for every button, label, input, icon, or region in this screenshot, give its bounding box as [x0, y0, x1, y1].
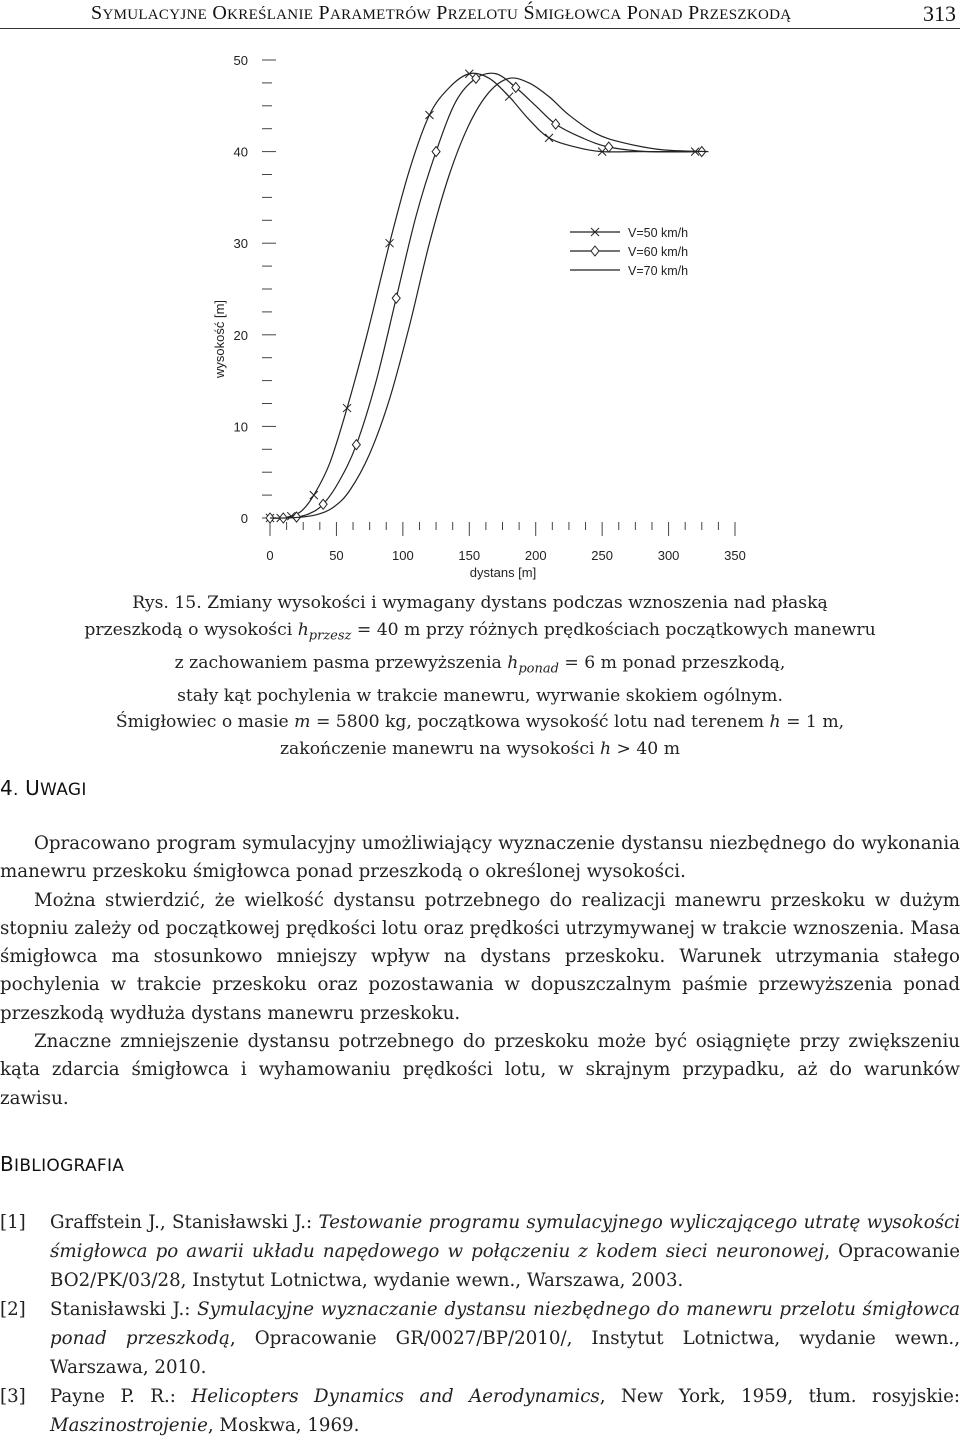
series-line: [270, 78, 708, 518]
x-tick-label: 100: [392, 548, 414, 563]
bibliography-number: [1]: [0, 1212, 26, 1233]
y-axis-label: wysokość [m]: [212, 299, 227, 379]
series-path: [270, 73, 702, 518]
caption-line: przeszkodą o wysokości $h_{przesz} = 40$ m przy różnych prędkościach początkowych manewru: [84, 619, 876, 644]
bibliography-number: [2]: [0, 1299, 26, 1320]
series-path: [270, 78, 708, 518]
y-tick-label: 50: [233, 53, 248, 68]
legend-label: V=70 km/h: [628, 264, 689, 278]
running-header: [0, 0, 960, 29]
caption-line: Śmigłowiec o masie m = 5800 kg, początkowa wysokość lotu nad terenem h = 1 m,: [115, 712, 845, 733]
caption-line: z zachowaniem pasma przewyższenia $h_{ponad} = 6$ m ponad przeszkodą,: [174, 652, 786, 677]
bibliography-item: [1] Graffstein J., Stanisławski J.: Testowanie programu symulacyjnego wyliczającego utratę wysokości śmigłowca po awarii układu napędowego w połączeniu z kodem sieci neuronowej, Opracowanie BO2/PK/03/28, Instytut Lotnictwa, wydanie wewn., Warszawa, 2003.: [0, 1208, 960, 1295]
diamond-marker: [432, 147, 440, 157]
diamond-marker: [512, 82, 520, 92]
diamond-marker: [605, 142, 613, 152]
x-tick-label: 250: [591, 548, 613, 563]
diamond-marker: [591, 246, 599, 256]
x-marker: [310, 491, 318, 499]
y-tick-label: 30: [233, 236, 248, 252]
x-tick-label: 300: [657, 548, 680, 563]
series-path: [270, 73, 695, 518]
caption-line: Rys. 15. Zmiany wysokości i wymagany dystans podczas wznoszenia nad płaską: [132, 593, 828, 613]
diamond-marker: [472, 73, 480, 83]
x-marker: [386, 239, 394, 247]
x-marker: [545, 134, 553, 142]
x-tick-label: 350: [724, 548, 746, 563]
diamond-marker: [352, 440, 360, 450]
bibliography-heading: BIBLIOGRAFIA: [0, 1152, 125, 1176]
paragraph: Znaczne zmniejszenie dystansu potrzebnego do przeskoku może być osiągnięte przy zwiększeniu kąta zdarcia śmigłowca i wyhamowaniu prędkości lotu, w skrajnym przypadku, aż do warunków zawisu.: [0, 1031, 960, 1109]
chart-series: [266, 70, 708, 523]
bibliography-list: [0, 1208, 960, 1440]
bibliography-number: [3]: [0, 1386, 26, 1407]
paragraph: Opracowano program symulacyjny umożliwiający wyznaczenie dystansu niezbędnego do wykonania manewru przeskoku śmigłowca ponad przeszkodą o określonej wysokości.: [0, 833, 960, 883]
bibliography-item: [3] Payne P. R.: Helicopters Dynamics and Aerodynamics, New York, 1959, tłum. rosyjskie: Maszinostrojenie, Moskwa, 1969.: [0, 1382, 960, 1440]
x-marker: [505, 93, 513, 101]
caption-line: stały kąt pochylenia w trakcie manewru, wyrwanie skokiem ogólnym.: [177, 685, 783, 706]
chart-axes: [234, 53, 746, 563]
paragraph: Można stwierdzić, że wielkość dystansu potrzebnego do realizacji manewru przeskoku w dużym stopniu zależy od początkowej prędkości lotu oraz prędkości utrzymywanej w trakcie wznoszenia. Masa śmigłowca ma stosunkowo mniejszy wpływ na dystans przeskoku. Warunek utrzymania stałego pochylenia w trakcie przeskoku oraz pozostawania w dopuszczalnym paśmie przewyższenia ponad przeszkodą wydłuża dystans manewru przeskoku.: [0, 889, 960, 1024]
bibliography-item: [2] Stanisławski J.: Symulacyjne wyznaczanie dystansu niezbędnego do manewru przelotu śmigłowca ponad przeszkodą, Opracowanie GR/0027/BP/2010/, Instytut Lotnictwa, wydanie wewn., Warszawa, 2010.: [0, 1295, 960, 1382]
x-tick-label: 150: [458, 548, 481, 563]
x-marker: [343, 404, 351, 412]
x-tick-label: 0: [266, 548, 274, 563]
y-tick-label: 40: [233, 144, 248, 160]
x-axis-label: dystans [m]: [469, 565, 537, 580]
x-marker: [425, 111, 433, 119]
x-tick-label: 200: [524, 548, 547, 563]
section-heading: 4. UWAGI: [0, 776, 87, 800]
diamond-marker: [552, 119, 560, 129]
y-tick-label: 10: [233, 419, 248, 435]
section-body: [0, 830, 960, 1113]
page-number: 313: [923, 1, 956, 26]
running-title: SYMULACYJNE OKREŚLANIE PARAMETRÓW PRZELOTU ŚMIGŁOWCA PONAD PRZESZKODĄ: [91, 2, 792, 24]
legend-label: V=60 km/h: [628, 245, 689, 259]
x-tick-label: 50: [329, 548, 344, 563]
series-line: [266, 70, 699, 522]
figure-caption: [0, 590, 960, 762]
caption-line: zakończenie manewru na wysokości h > 40 m: [279, 738, 681, 759]
legend-label: V=50 km/h: [628, 226, 689, 240]
diamond-marker: [392, 293, 400, 303]
chart-legend: [570, 226, 688, 278]
y-tick-label: 0: [240, 511, 248, 526]
y-tick-label: 20: [233, 327, 248, 343]
altitude-distance-chart: [0, 30, 960, 590]
